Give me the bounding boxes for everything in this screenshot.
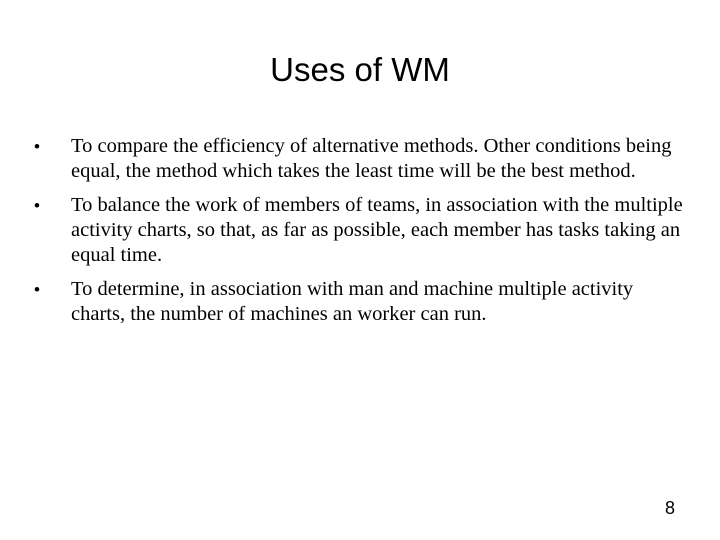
bullet-item [34,134,684,184]
bullet-icon: • [34,280,40,299]
slide-title: Uses of WM [270,51,450,88]
page-number: 8 [664,498,675,518]
bullet-icon: • [34,196,40,215]
bullet-text: To determine, in association with man and machine multiple activity charts, the number of machines an worker can run. [71,278,634,325]
bullet-text: To balance the work of members of teams, in association with the multiple activity charts, so that, as far as possible, each member has tasks taking an equal time. [71,194,683,266]
bullet-item [34,193,684,268]
bullet-item [34,277,684,327]
bullet-list [34,134,684,336]
bullet-icon: • [34,137,40,156]
bullet-text: To compare the efficiency of alternative methods. Other conditions being equal, the method which takes the least time will be the best method. [71,135,672,182]
